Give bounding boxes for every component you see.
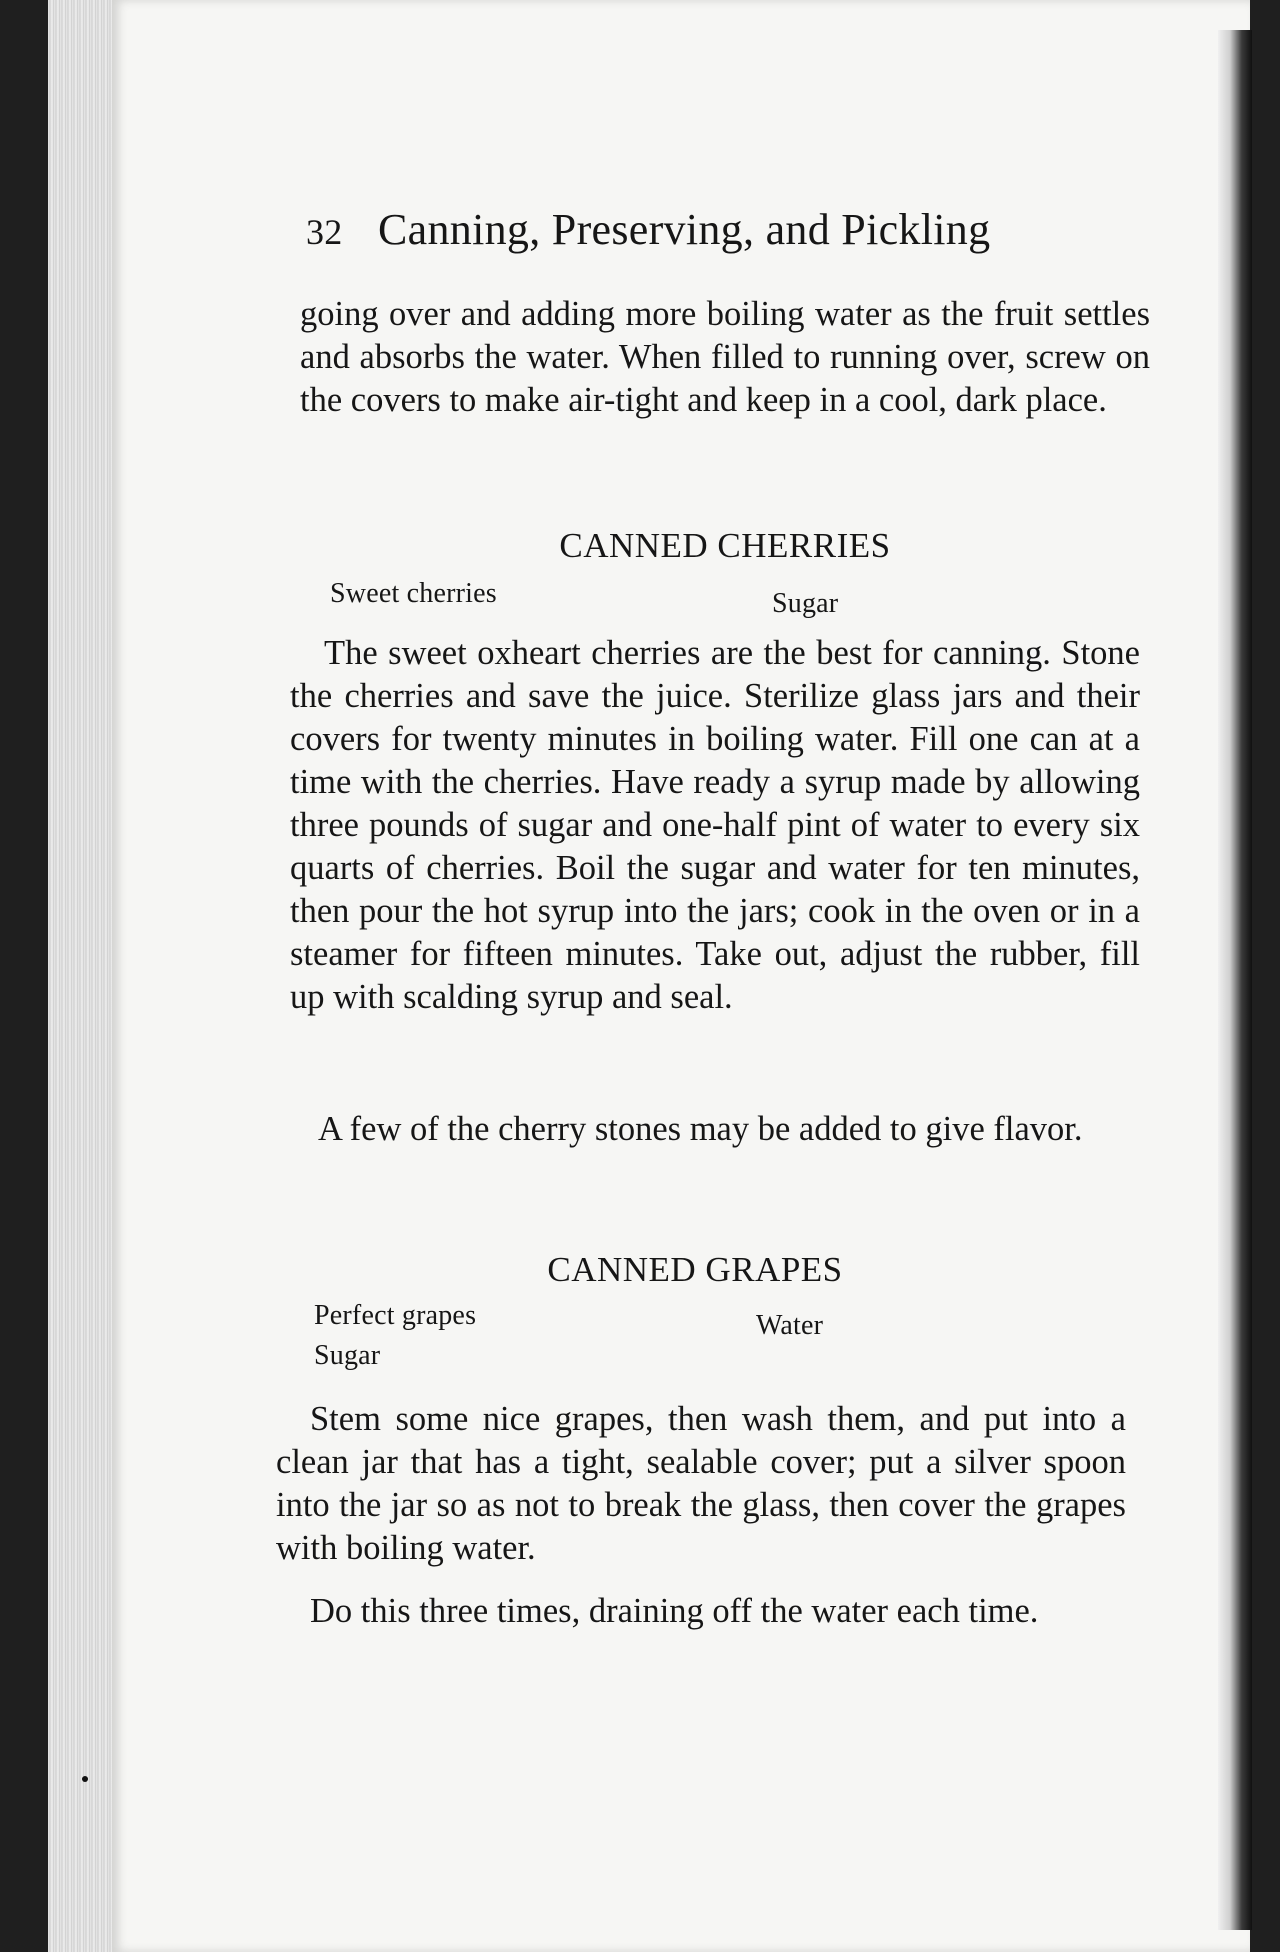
ingredient-sugar: Sugar: [772, 588, 839, 619]
running-title: Canning, Preserving, and Pickling: [378, 205, 991, 254]
section-title-canned-grapes: CANNED GRAPES: [547, 1250, 843, 1289]
ingredient-sweet-cherries: Sweet cherries: [330, 578, 497, 609]
intro-paragraph: going over and adding more boiling water as the fruit settles and absorbs the water. When filled to running over, screw on the covers to make air-tight and keep in a cool, dark place.: [300, 295, 1150, 419]
page-header: [306, 204, 1066, 255]
section-title-canned-cherries: CANNED CHERRIES: [559, 526, 891, 565]
cherries-paragraph-2: A few of the cherry stones may be added to give flavor.: [318, 1110, 1083, 1148]
page-number: 32: [306, 212, 343, 252]
ingredient-perfect-grapes: Perfect grapes: [314, 1300, 477, 1331]
cherries-paragraph-1: The sweet oxheart cherries are the best for canning. Stone the cherries and save the juice. Sterilize glass jars and their covers for twenty minutes in boiling water. Fill one can at a time with the cherries. Have ready a syrup made by allowing three pounds of sugar and one-half pint of water to every six quarts of cherries. Boil the sugar and water for ten minutes, then pour the hot syrup into the jars; cook in the oven or in a steamer for fifteen minutes. Take out, adjust the rubber, fill up with scalding syrup and seal.: [290, 634, 1140, 1016]
ingredient-sugar-grapes: Sugar: [314, 1340, 381, 1371]
grapes-paragraph-1: Stem some nice grapes, then wash them, and put into a clean jar that has a tight, sealable cover; put a silver spoon into the jar so as not to break the glass, then cover the grapes with boiling water.: [276, 1400, 1126, 1567]
ingredient-water: Water: [756, 1310, 824, 1341]
scan-smudge-mark: [82, 1776, 88, 1782]
grapes-paragraph-2: Do this three times, draining off the water each time.: [310, 1592, 1039, 1630]
